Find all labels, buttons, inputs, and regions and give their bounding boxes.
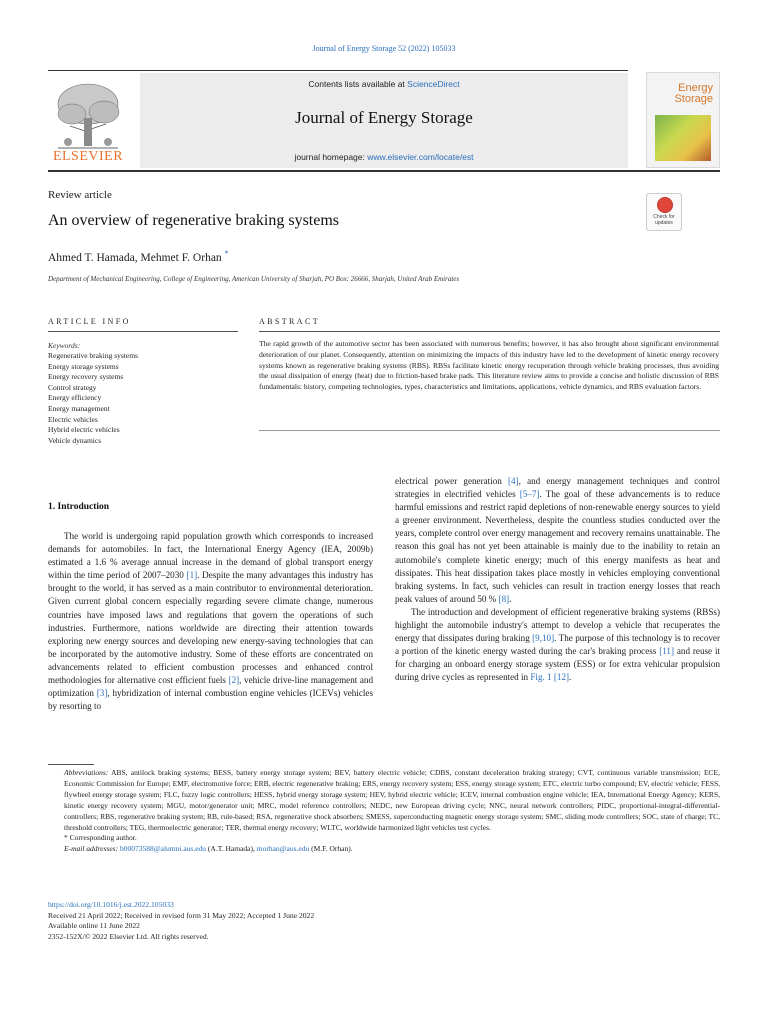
email-footnote [48,844,720,855]
paragraph [48,530,373,713]
corresponding-author-mark[interactable]: * [224,249,229,258]
text-run: , vehicle drive-line management and optimization [48,675,373,699]
footnote-rule [48,764,94,765]
keywords-label: Keywords: [48,341,81,350]
homepage-prefix: journal homepage: [294,152,368,162]
citation-link[interactable]: [1] [186,570,198,581]
contents-line [140,79,628,89]
text-run: . The purpose of this technology is to recover a portion of the kinetic energy wasted during the car's braking process [395,633,720,657]
citation-link[interactable]: [2] [228,675,240,686]
text-run: The world is undergoing rapid population growth which corresponds to increased demands for automobiles. In fact, the International Energy Agency (IEA, 2009b) estimated a 1.6 % average annual increase in the demand of global transport energy within the time period of 2007–2030 [48,531,373,581]
authors: Ahmed T. Hamada, Mehmet F. Orhan [48,251,222,264]
doi-link[interactable]: https://doi.org/10.1016/j.est.2022.105033 [48,900,174,909]
keyword: Regenerative braking systems [48,351,138,360]
email-label: E-mail addresses: [64,844,120,854]
journal-homepage-line [140,152,628,162]
received-dates: Received 21 April 2022; Received in revised form 31 May 2022; Accepted 1 June 2022 [48,910,315,920]
header-bottom-rule [48,170,720,172]
email-link[interactable]: morhan@aus.edu [256,844,310,854]
citation-link[interactable]: [12] [553,672,570,683]
keyword: Energy recovery systems [48,372,124,382]
article-info-rule [48,331,238,332]
cover-title-line1: Energy [678,82,713,94]
publication-info [48,900,720,942]
cover-title-line2: Storage [674,93,713,105]
introduction-heading: 1. Introduction [48,502,110,512]
paragraph [395,606,720,685]
text-run: , hybridization of internal combustion engine vehicles (ICEVs) vehicles by resorting to [48,688,374,712]
keyword: Electric vehicles [48,414,98,424]
abbreviations-footnote [48,768,720,833]
abstract-rule [259,331,720,332]
keyword: Energy efficiency [48,393,102,403]
affiliation: Department of Mechanical Engineering, College of Engineering, American University of Sharjah, PO Box: 26666, Sharjah, United Arab Emirates [48,275,460,283]
keyword: Hybrid electric vehicles [48,425,120,435]
abstract-text: The rapid growth of the automotive sector has been associated with numerous benefits; however, it has also brought about significant environmental deterioration of our planet. Consequently, attention on minimizing the impacts of this industry have led to the development of kinetic energy recovery systems known as regenerative braking systems (RBS). RBSs facilitate kinetic energy recuperation through vehicle braking processes, thus avoiding the usual dissipation of energy (heat) due to friction-based brake pads. This literature review aims to provide a concise and holistic discussion of RBS fundamentals: history, competing technologies, types, characteristics and limitations, applications, vehicle dynamics, and RBS evaluation factors. [259,339,719,392]
keyword: Control strategy [48,382,97,392]
citation-link[interactable]: [3] [96,688,108,699]
crossmark-label [647,214,681,226]
copyright: 2352-152X/© 2022 Elsevier Ltd. All rights reserved. [48,931,209,941]
authors-line [48,249,229,264]
text-run: . Despite the many advantages this industry has brought to the world, it has served as a main contributor to environmental deterioration. Given current global concern especially regarding severe climate change, numerous countries have imposed laws and regulations that govern the operations of such industries. Furthermore, nations worldwide are directing their attention towards exploring new energy sources and developing new energy-saving technologies that can be incorporated by the automotive industry. Some of these efforts are concentrated on advancements related to efficient combustion processes and enhanced control methodologies for alternative cost efficient fuels [48,570,373,686]
figure-link[interactable]: Fig. 1 [530,672,552,683]
keyword: Vehicle dynamics [48,435,102,445]
header-top-rule [48,70,628,71]
paragraph [395,475,720,606]
text-run: , and energy management techniques and control strategies in electrified vehicles [395,476,720,500]
text-run: and reuse it for charging an onboard energy storage system (ESS) or for extra vehicular propulsion during drive cycles as represented in [395,646,720,683]
crossmark-label-line1: Check for [653,214,675,220]
email-link[interactable]: b00073588@alumni.aus.edu [119,844,207,854]
journal-reference[interactable]: Journal of Energy Storage 52 (2022) 105033 [312,44,456,53]
body-column-left [48,530,373,713]
article-title: An overview of regenerative braking systems [48,212,340,229]
keyword: Energy storage systems [48,361,119,371]
text-run: . [569,672,572,683]
journal-title: Journal of Energy Storage [295,108,473,127]
abbreviations-label: Abbreviations: [64,768,109,777]
sciencedirect-link[interactable]: ScienceDirect [407,79,460,89]
article-info-heading: ARTICLE INFO [48,317,131,326]
email-owner: (A.T. Hamada), [206,844,257,854]
elsevier-wordmark: ELSEVIER [52,149,124,164]
citation-link[interactable]: [11] [659,646,675,657]
crossmark-icon [657,197,673,213]
keyword: Energy management [48,403,110,413]
text-run: . [509,593,512,604]
cover-image [655,115,711,161]
citation-link[interactable]: [5–7] [519,489,540,500]
article-type: Review article [48,189,112,201]
email-owner: (M.F. Orhan). [309,844,353,854]
crossmark-label-line2: updates [655,220,673,226]
check-for-updates-button[interactable] [646,193,682,231]
corresponding-footnote: * Corresponding author. [64,833,137,843]
keywords-list [48,351,138,446]
homepage-link[interactable]: www.elsevier.com/locate/est [367,152,474,162]
journal-cover-thumbnail[interactable] [646,72,720,168]
abbreviations-text: ABS, antilock braking systems; BESS, battery energy storage system; BEV, battery electric vehicle; CDBS, constant deceleration braking strategy; CVT, continuous variable transmission; ECE, Economic Commission for Europe; EMF, electromotive force; ERB, electric regenerative braking; ERS, energy recovery system; ESS, energy storage system; ETC, electric turbo compound; EV, electric vehicle; FESS, flywheel energy storage system; FLC, fuzzy logic controllers; HESS, hybrid energy storage system; HEV, hybrid electric vehicle; ICEV, internal combustion engine vehicle; IEA, International Energy Agency; KERS, kinetic energy recovery system; MGU, motor/generator unit; MRC, model reference controllers; NEDC, new European driving cycle; NNC, neural network controllers; PIDC, proportional-integral-differential-controllers; RBS, regenerative braking system; RB, rule-based; RSA, regenerative shock absorbers; SMESS, superconducting magnetic energy storage system; SMC, sliding mode controllers; SOC, state of charge; TC, threshold controllers; TEG, thermoelectric generator; TER, thermal energy recovery; WLTC, worldwide harmonized light vehicles test cycles. [64,768,720,832]
text-run: . The goal of these advancements is to reduce harmful emissions and restrict rapid depletions of non-renewable energy sources to yield a greener environment. Nevertheless, despite the countless studies conducted over the years, complete control over energy management and recovery remains unattainable. The reason this goal has not yet been attainable is mainly due to the inability to retain an automobile's complete kinetic energy; much of this energy manifests as heat and dissipates. This heat dissipation takes place mostly in vehicles employing conventional braking systems. In fact, such vehicles can result in traction energy losses that reach peak values of around 50 % [395,489,720,604]
citation-link[interactable]: [9,10] [532,633,555,644]
citation-link[interactable]: [8] [498,593,510,604]
text-run: The introduction and development of efficient regenerative braking systems (RBSs) highlight the automobile industry's attempt to develop a vehicle that recuperates the energy that dissipates during braking [395,606,720,644]
footnotes [48,768,720,855]
contents-prefix: Contents lists available at [308,79,408,89]
body-column-right [395,475,720,685]
available-online: Available online 11 June 2022 [48,921,140,931]
citation-link[interactable]: [4] [508,476,519,486]
abstract-heading: ABSTRACT [259,317,320,326]
text-run: electrical power generation [395,476,508,486]
cover-title [655,83,713,105]
abstract-bottom-rule [259,430,720,431]
